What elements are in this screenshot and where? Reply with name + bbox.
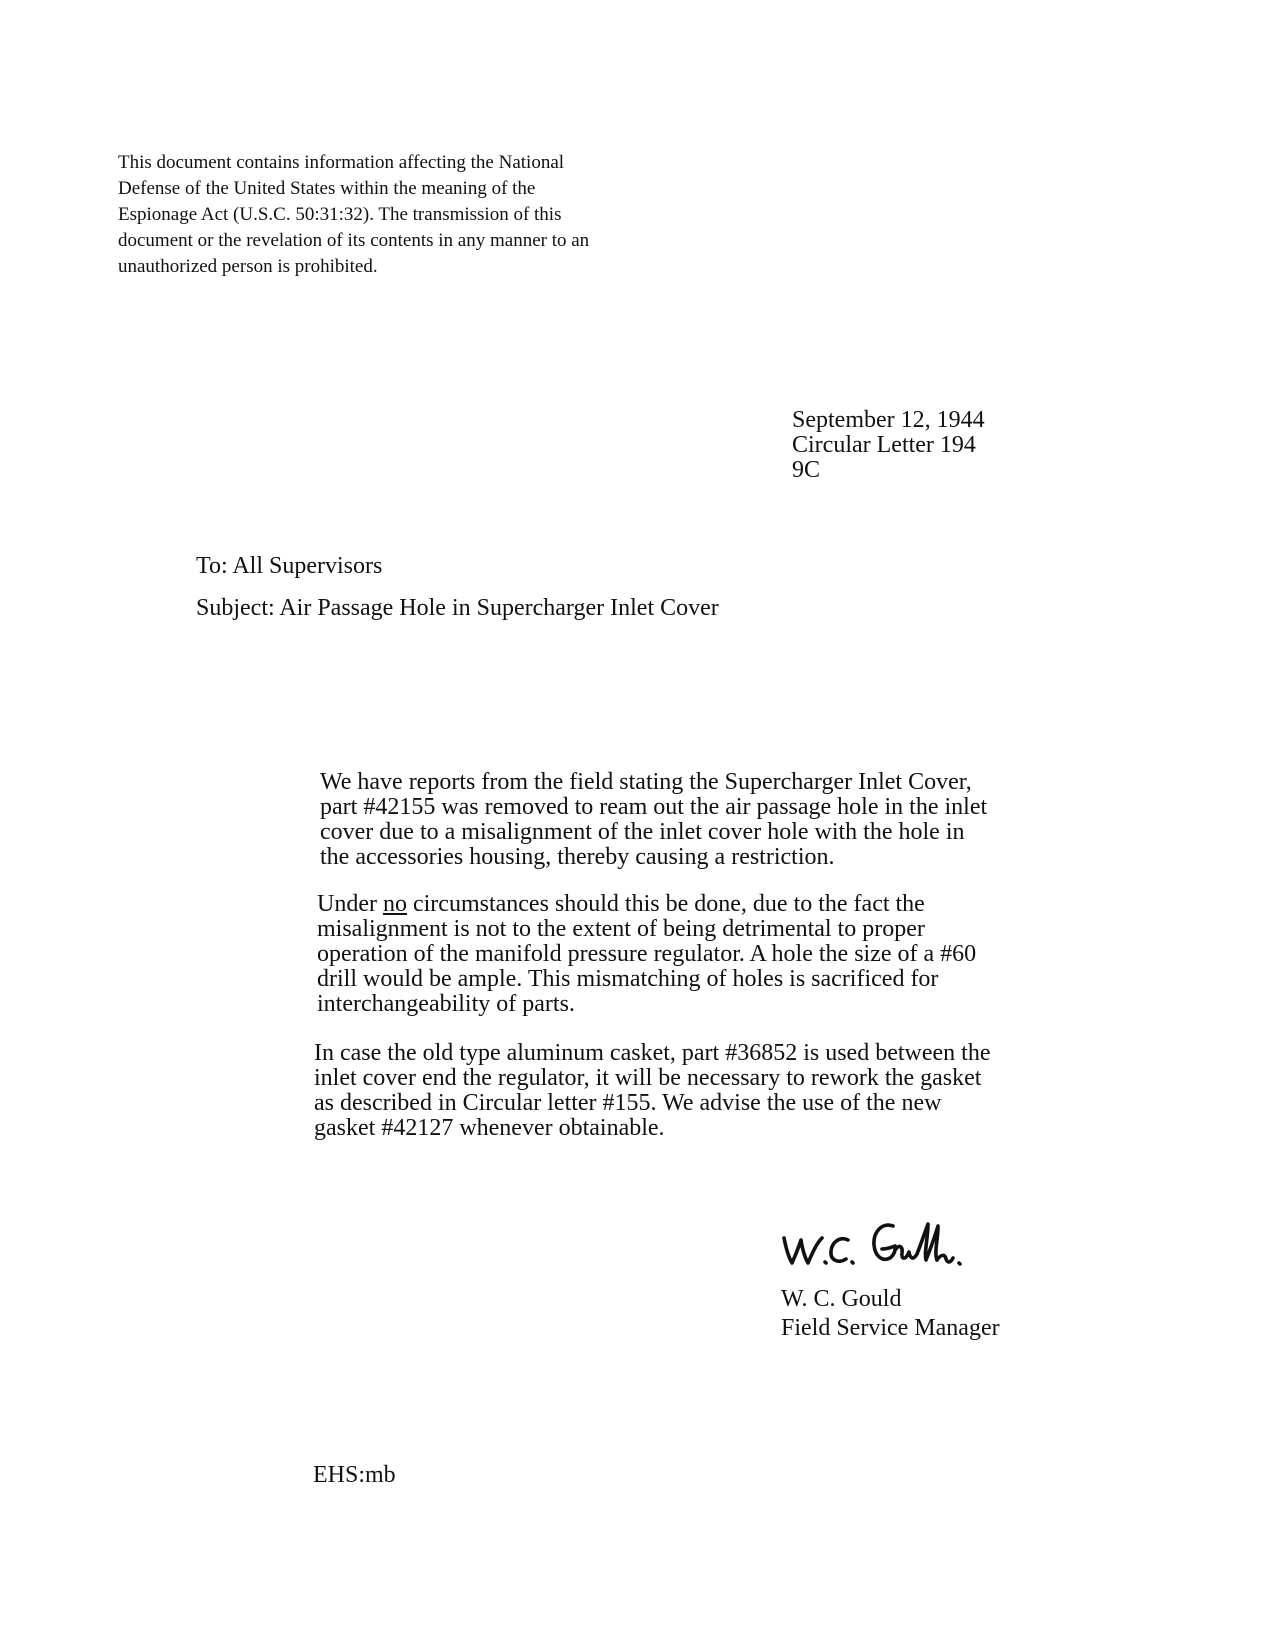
paragraph-line: interchangeability of parts. (317, 991, 575, 1017)
security-notice-line: unauthorized person is prohibited. (118, 256, 378, 277)
handwritten-signature (778, 1218, 998, 1278)
paragraph-line: as described in Circular letter #155. We advise the use of the new (314, 1090, 942, 1116)
body-paragraph-2 (317, 892, 976, 1017)
paragraph-text: Under (317, 891, 383, 917)
underlined-word: no (382, 891, 407, 917)
security-notice-line: This document contains information affecting the National (118, 152, 565, 173)
security-notice-line: Defense of the United States within the meaning of the (118, 178, 536, 199)
paragraph-line: In case the old type aluminum casket, part #36852 is used between the (314, 1040, 991, 1066)
circular-letter-number: Circular Letter 194 (792, 432, 976, 458)
signatory-name: W. C. Gould (781, 1286, 902, 1312)
paragraph-line: part #42155 was removed to ream out the air passage hole in the inlet (320, 794, 988, 820)
paragraph-line (317, 892, 976, 917)
letter-code: 9C (792, 457, 821, 483)
paragraph-line: the accessories housing, thereby causing a restriction. (320, 844, 835, 870)
paragraph-line: drill would be ample. This mismatching of holes is sacrificed for (317, 966, 939, 992)
security-notice (118, 150, 678, 280)
signatory-block (781, 1285, 1000, 1343)
paragraph-line: We have reports from the field stating the Supercharger Inlet Cover, (320, 769, 972, 795)
letter-date: September 12, 1944 (792, 407, 985, 433)
subject-line: Subject: Air Passage Hole in Supercharger Inlet Cover (196, 595, 719, 621)
recipient-line: To: All Supervisors (196, 553, 383, 579)
body-paragraph-1 (320, 770, 987, 870)
security-notice-line: Espionage Act (U.S.C. 50:31:32). The transmission of this (118, 204, 562, 225)
paragraph-line: misalignment is not to the extent of being detrimental to proper (317, 916, 925, 942)
paragraph-line: cover due to a misalignment of the inlet cover hole with the hole in (320, 819, 965, 845)
paragraph-line: operation of the manifold pressure regulator. A hole the size of a #60 (317, 941, 977, 967)
paragraph-line: gasket #42127 whenever obtainable. (314, 1115, 665, 1141)
paragraph-text: circumstances should this be done, due to the fact the (406, 891, 925, 917)
typist-initials: EHS:mb (313, 1462, 396, 1488)
signatory-title: Field Service Manager (781, 1315, 1000, 1341)
paragraph-line: inlet cover end the regulator, it will be necessary to rework the gasket (314, 1065, 982, 1091)
body-paragraph-3 (314, 1041, 990, 1141)
letter-header-block (792, 408, 985, 483)
security-notice-line: document or the revelation of its contents in any manner to an (118, 230, 590, 251)
